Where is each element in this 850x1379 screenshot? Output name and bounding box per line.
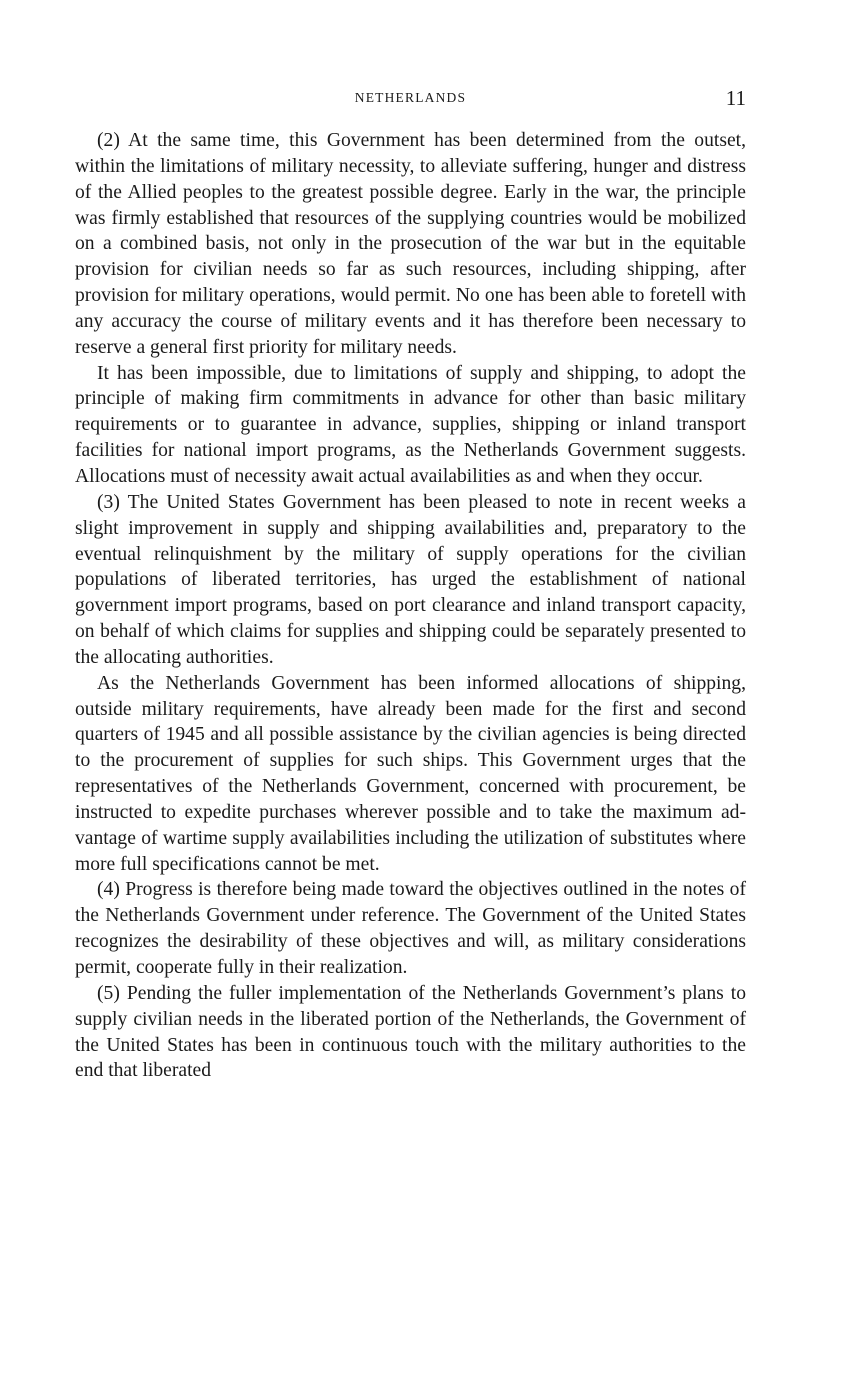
running-title: NETHERLANDS xyxy=(354,90,467,105)
body-text xyxy=(75,128,746,1084)
page-number: 11 xyxy=(725,86,746,110)
paragraph-4: (4) Progress is therefore being made toward the objectives outlined in the notes of the Netherlands Government under reference. The Government of the United States recognizes the desirability of these objectives and will, as military considerations permit, cooperate fully in their realization. xyxy=(75,879,746,978)
paragraph-2-continued: It has been impossible, due to limitations of supply and shipping, to adopt the principle of making firm commitments in advance for other than basic military requirements or to guarantee in advance, supplies, shipping or inland transport facilities for national import programs, as the Netherlands Government suggests. Allocations must of necessity await actual availabilities as and when they occur. xyxy=(75,362,746,487)
paragraph-5: (5) Pending the fuller implementation of the Netherlands Government’s plans to supply civilian needs in the liberated portion of the Netherlands, the Government of the United States has been in continuous touch with the military authorities to the end that liberated xyxy=(75,982,746,1082)
running-head xyxy=(75,86,746,110)
paragraph-3-continued: As the Netherlands Government has been informed allocations of shipping, outside military requirements, have already been made for the first and second quarters of 1945 and all possible assistance by the civilian agencies is being directed to the procurement of supplies for such ships. This Government urges that the representatives of the Netherlands Government, concerned with procurement, be instructed to expedite purchases wherever possible and to take the maximum advantage of wartime supply availabilities including the utilization of substitutes where more full specifications cannot be met. xyxy=(75,672,746,875)
paragraph-2: (2) At the same time, this Government has been determined from the outset, within the limitations of military necessity, to alleviate suffering, hunger and distress of the Allied peoples to the greatest possible degree. Early in the war, the principle was firmly established that resources of the supplying countries would be mobilized on a combined basis, not only in the prosecution of the war but in the equitable provision for civilian needs so far as such resources, including shipping, after provision for military operations, would permit. No one has been able to foretell with any accuracy the course of military events and it has therefore been necessary to reserve a general first priority for military needs. xyxy=(75,130,746,358)
paragraph-3: (3) The United States Government has been pleased to note in recent weeks a slight improvement in supply and shipping availabilities and, preparatory to the eventual relinquishment by the military of supply operations for the civilian populations of liberated territories, has urged the establishment of national government import programs, based on port clearance and inland transport capacity, on behalf of which claims for supplies and shipping could be separately presented to the allocating authorities. xyxy=(75,491,746,668)
